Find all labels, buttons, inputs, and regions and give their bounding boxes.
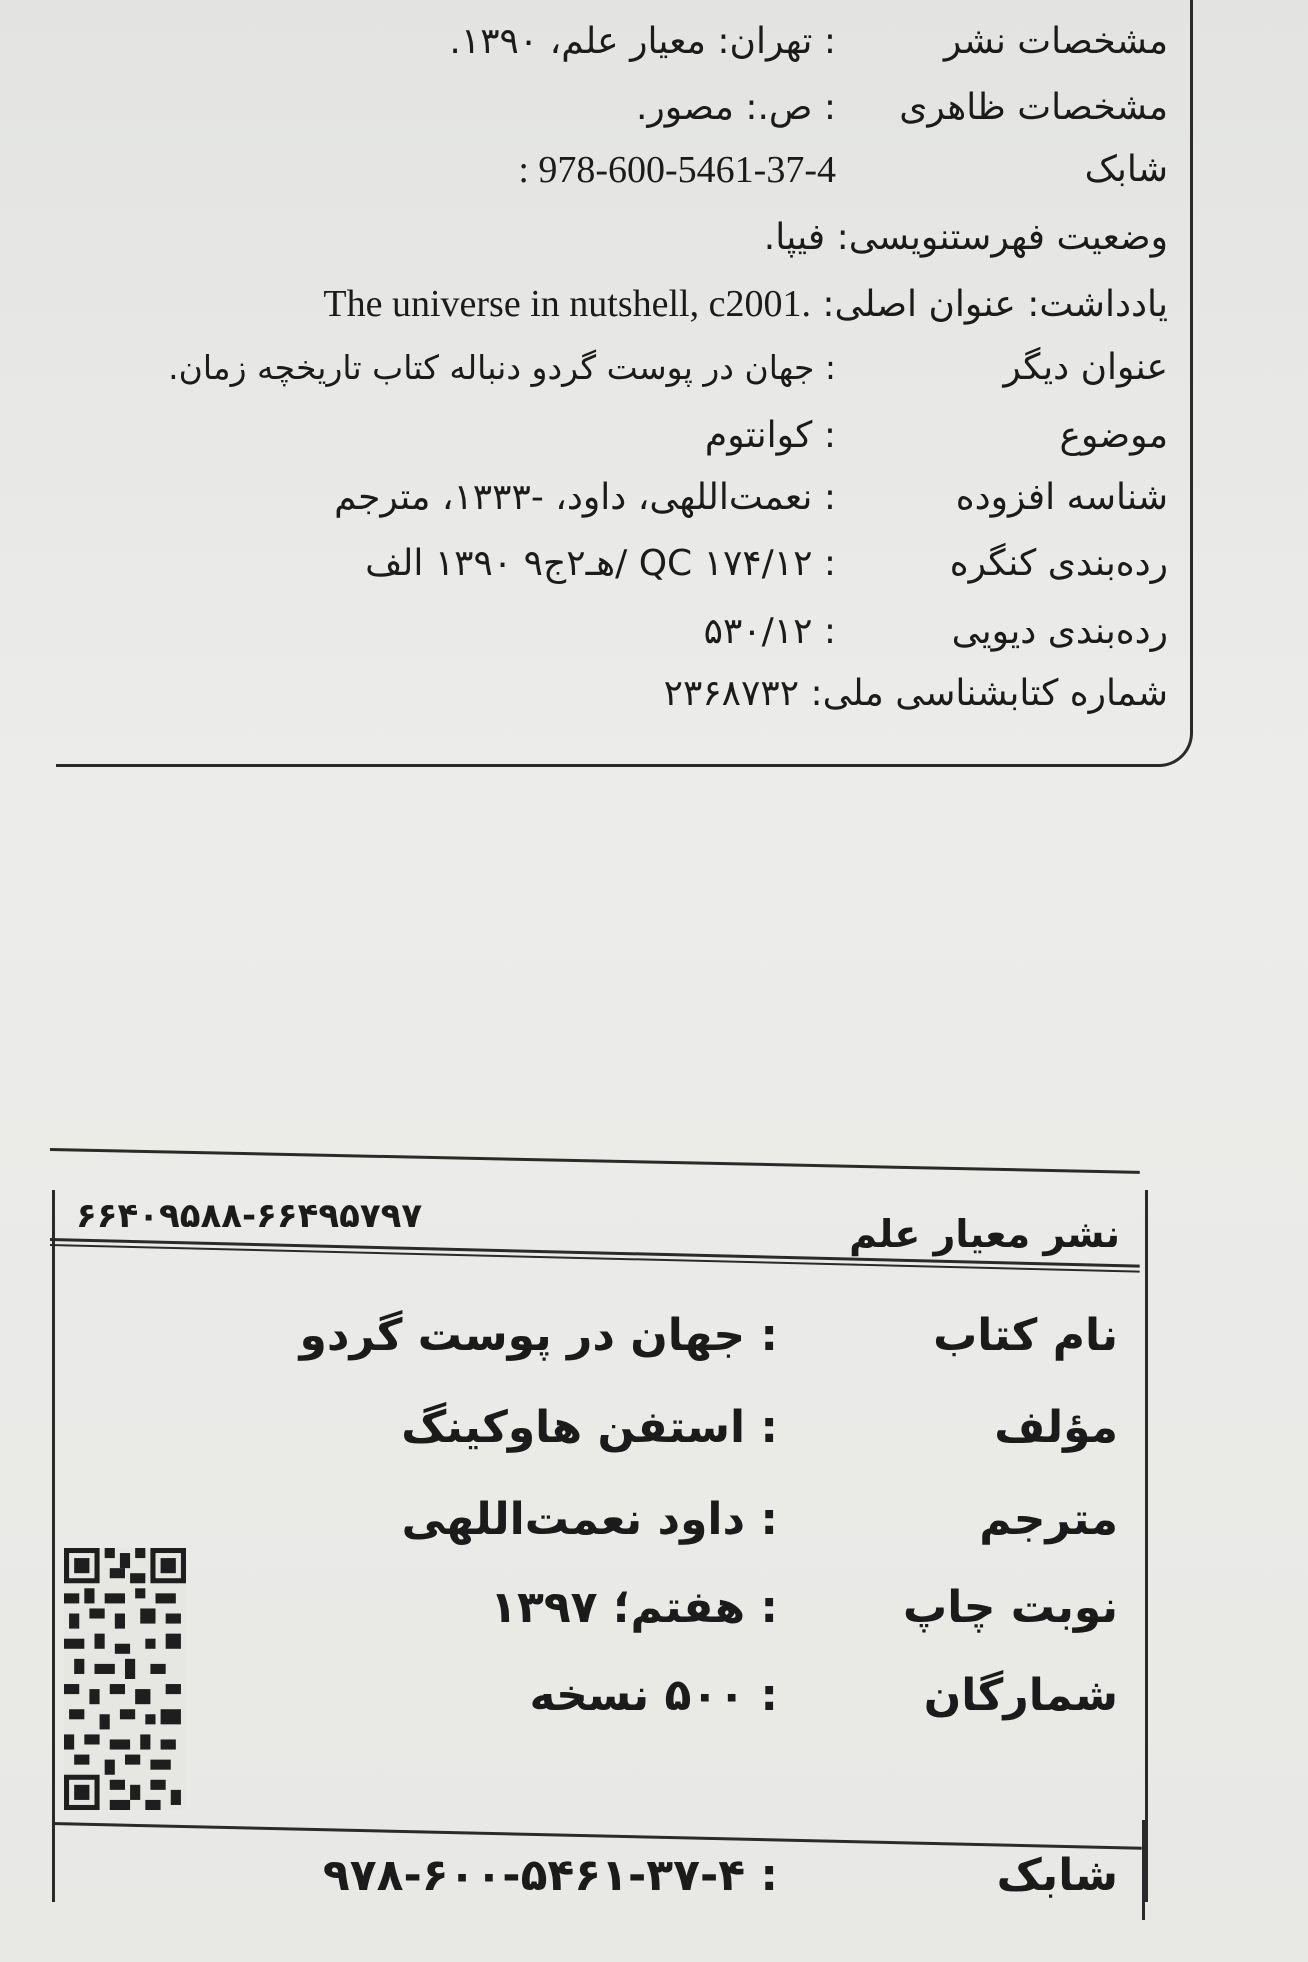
colophon-value: : ۹۷۸-۶۰۰-۵۴۶۱-۳۷-۴ (322, 1850, 778, 1901)
colophon-row-edition (220, 1568, 1118, 1648)
cip-value: : ۵۳۰/۱۲ (703, 611, 836, 652)
cip-row-lc-class (130, 536, 1168, 592)
cip-value: : نعمت‌اللهی، داود، -۱۳۳۳، مترجم (334, 477, 836, 518)
cip-row-isbn (130, 142, 1168, 198)
colophon-label: مترجم (979, 1494, 1118, 1545)
cip-label: مشخصات ظاهری (899, 87, 1168, 128)
cip-row-status (130, 210, 1168, 266)
cip-label: شناسه افزوده (955, 477, 1168, 518)
colophon-label: شمارگان (923, 1670, 1118, 1721)
colophon-row-print-run (220, 1656, 1118, 1736)
cip-row-subject (130, 408, 1168, 464)
cip-row-other-title (108, 340, 1168, 396)
cip-value: : QC ۱۷۴/۱۲ /هـ۲ج۹ ۱۳۹۰ الف (365, 543, 836, 584)
cip-row-added-entry (130, 470, 1168, 526)
publisher-name: نشر معیار علم (849, 1212, 1120, 1256)
colophon-value: : هفتم؛ ۱۳۹۷ (490, 1582, 778, 1633)
cip-note-label: یادداشت: عنوان اصلی: (822, 284, 1168, 325)
cip-line: وضعیت فهرستنویسی: فیپا. (763, 217, 1168, 258)
colophon-label: شابک (996, 1850, 1118, 1901)
colophon-value: : داود نعمت‌اللهی (401, 1494, 778, 1545)
qr-code (64, 1548, 186, 1810)
cip-value: : کوانتوم (704, 415, 836, 456)
publisher-phone: ۶۶۴۰۹۵۸۸-۶۶۴۹۵۷۹۷ (76, 1196, 423, 1236)
colophon-row-isbn (220, 1836, 1118, 1916)
cip-row-note (100, 276, 1168, 332)
colophon-value: : ۵۰۰ نسخه (529, 1670, 778, 1721)
cip-note-line (323, 276, 1168, 333)
colophon-label: مؤلف (994, 1402, 1118, 1453)
colophon-row-title (220, 1296, 1118, 1376)
cip-label: مشخصات نشر (943, 21, 1168, 62)
colophon-value: : جهان در پوست گردو (299, 1310, 778, 1361)
cip-row-dewey (130, 604, 1168, 660)
cip-label: رده‌بندی کنگره (949, 543, 1168, 584)
colophon-value: : استفن هاوکینگ (401, 1402, 778, 1453)
colophon-top-rule (50, 1148, 1140, 1174)
colophon-label: نام کتاب (933, 1310, 1118, 1361)
cip-value: : تهران: معیار علم، ۱۳۹۰. (449, 21, 836, 62)
cip-value: : جهان در پوست گردو دنباله کتاب تاریخچه زمان. (168, 348, 836, 387)
cip-note-original-title: The universe in nutshell, c2001. (323, 283, 811, 325)
cip-value: : ص.: مصور. (635, 87, 836, 128)
cip-line: شماره کتابشناسی ملی: ۲۳۶۸۷۳۲ (663, 673, 1168, 714)
colophon-row-translator (220, 1480, 1118, 1560)
cip-value: : 978-600-5461-37-4 (518, 149, 836, 191)
cip-row-national-number (130, 666, 1168, 722)
cip-label: عنوان دیگر (1003, 347, 1168, 388)
cip-row-physical (130, 80, 1168, 136)
cip-row-publication (130, 14, 1168, 70)
colophon-row-author (220, 1388, 1118, 1468)
cip-label: شابک (1084, 149, 1168, 190)
colophon-label: نوبت چاپ (903, 1582, 1118, 1633)
cip-label: رده‌بندی دیویی (951, 611, 1168, 652)
cip-label: موضوع (1059, 415, 1168, 456)
